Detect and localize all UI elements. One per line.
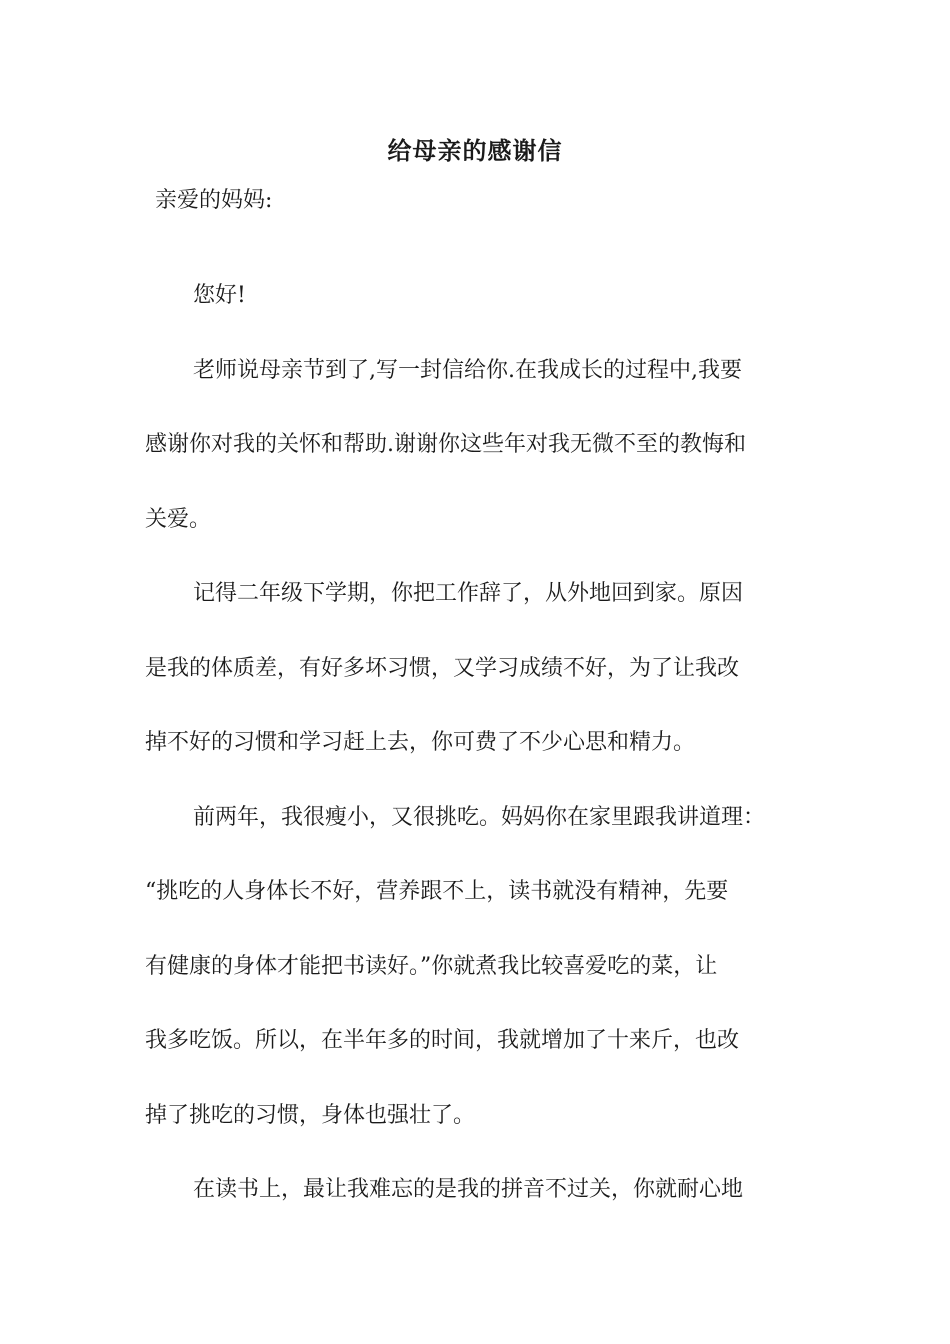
paragraph-line: 掉了挑吃的习惯，身体也强壮了。 <box>145 1102 476 1128</box>
paragraph-line: 感谢你对我的关怀和帮助.谢谢你这些年对我无微不至的教悔和 <box>145 432 746 457</box>
paragraph-line: 有健康的身体才能把书读好。”你就煮我比较喜爱吃的菜，让 <box>145 953 718 979</box>
paragraph-line: 关爱。 <box>145 506 212 532</box>
paragraph-line: 您好! <box>193 283 246 308</box>
paragraph-line: 在读书上，最让我难忘的是我的拼音不过关，你就耐心地 <box>193 1177 744 1202</box>
paragraph-line: 老师说母亲节到了,写一封信给你.在我成长的过程中,我要 <box>193 357 742 383</box>
paragraph-line: 掉不好的习惯和学习赶上去，你可费了不少心思和精力。 <box>145 730 696 755</box>
letter-greeting: 亲爱的妈妈: <box>155 188 273 213</box>
paragraph-line: “挑吃的人身体长不好，营养跟不上，读书就没有精神，先要 <box>145 879 729 904</box>
paragraph-line: 前两年，我很瘦小，又很挑吃。妈妈你在家里跟我讲道理： <box>193 804 766 830</box>
paragraph-line: 我多吃饭。所以，在半年多的时间，我就增加了十来斤，也改 <box>145 1028 740 1053</box>
paragraph-line: 是我的体质差，有好多坏习惯，又学习成绩不好，为了让我改 <box>145 655 740 681</box>
letter-body <box>145 259 825 1228</box>
letter-title: 给母亲的感谢信 <box>387 136 563 165</box>
paragraph-line: 记得二年级下学期，你把工作辞了，从外地回到家。原因 <box>193 581 744 606</box>
